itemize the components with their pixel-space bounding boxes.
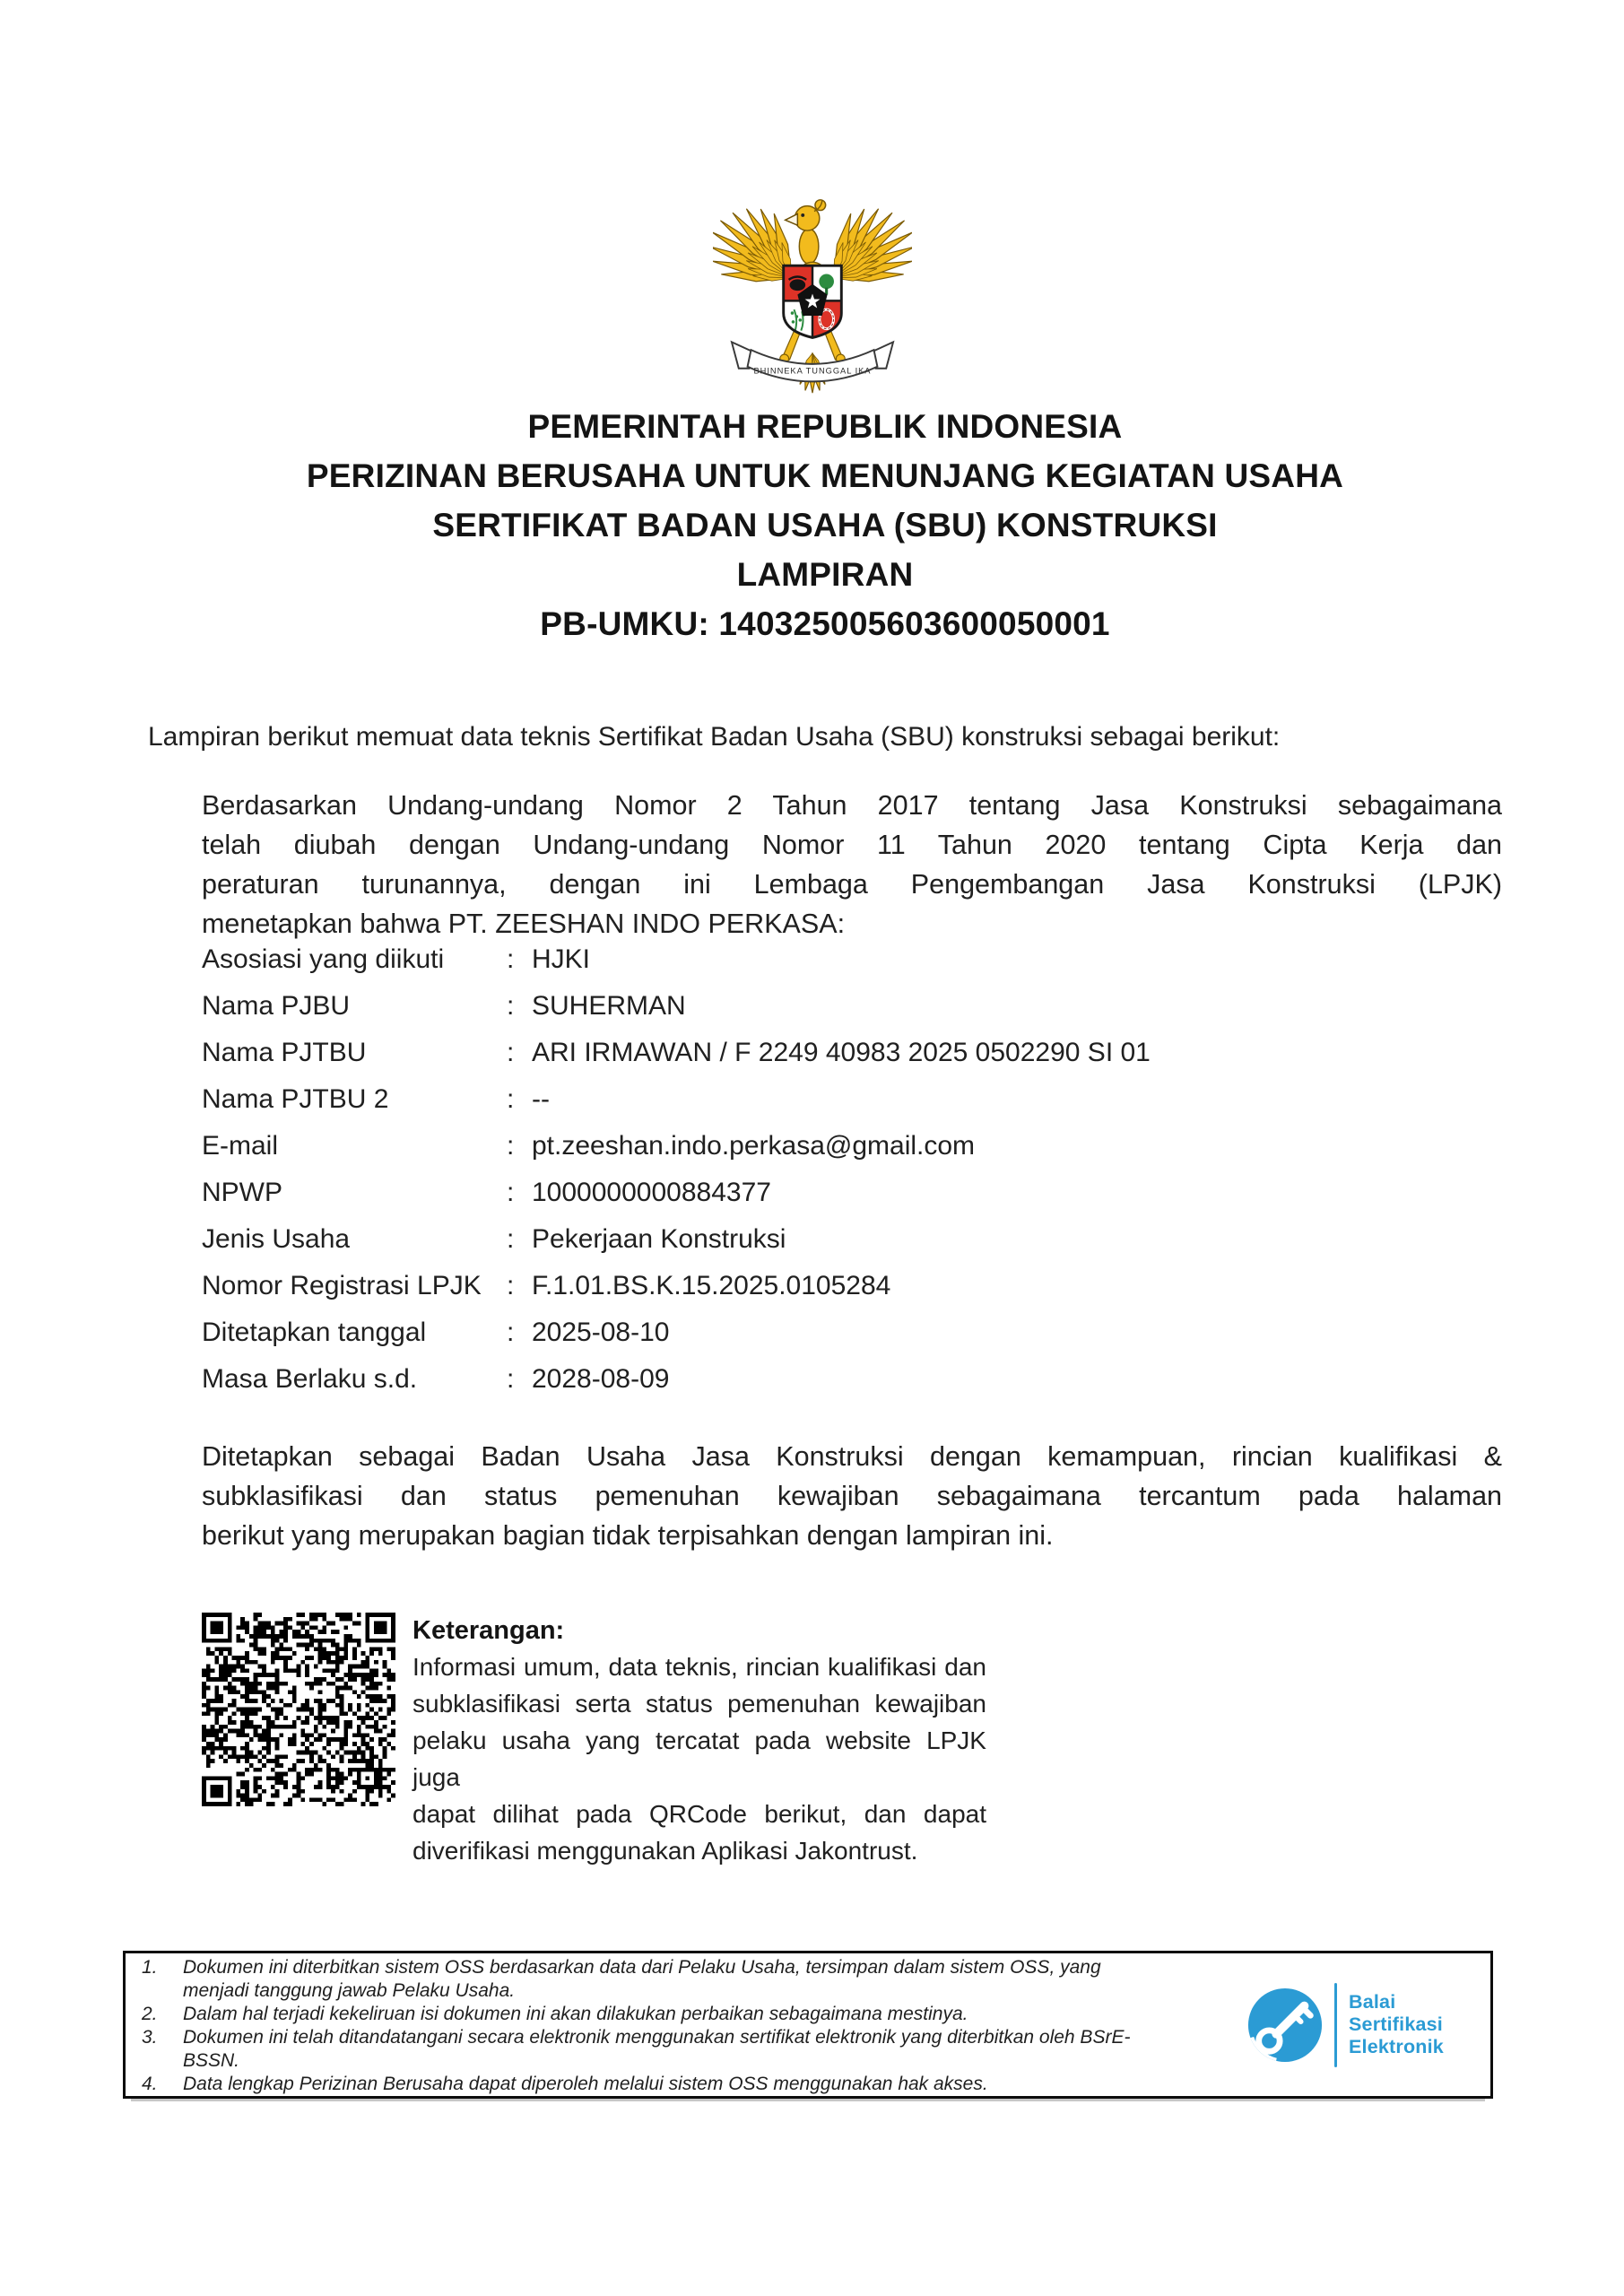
keterangan-block xyxy=(413,1613,986,1869)
table-row: Asosiasi yang diikuti : HJKI xyxy=(202,936,1502,983)
bsre-logo xyxy=(1246,1983,1490,2067)
qr-code xyxy=(202,1613,395,1806)
field-label: Asosiasi yang diikuti xyxy=(202,944,445,974)
garuda-emblem-graphic xyxy=(713,192,912,398)
table-row: Nomor Registrasi LPJK : F.1.01.BS.K.15.2025.0105284 xyxy=(202,1263,1502,1309)
field-label: Nomor Registrasi LPJK xyxy=(202,1271,482,1300)
title-line-government: PEMERINTAH REPUBLIK INDONESIA xyxy=(527,408,1123,445)
title-line-attachment: LAMPIRAN xyxy=(736,556,914,593)
paragraph-line: peraturan turunannya, dengan ini Lembaga Pengembangan Jasa Konstruksi (LPJK) xyxy=(202,869,1502,900)
intro-sentence: Lampiran berikut memuat data teknis Sertifikat Badan Usaha (SBU) konstruksi sebagai berikut: xyxy=(148,722,1281,752)
field-label: Nama PJTBU xyxy=(202,1038,367,1067)
keterangan-line: Informasi umum, data teknis, rincian kualifikasi dan xyxy=(413,1653,986,1681)
paragraph-line: Berdasarkan Undang-undang Nomor 2 Tahun 2017 tentang Jasa Konstruksi sebagaimana xyxy=(202,790,1502,821)
paragraph-line: berikut yang merupakan bagian tidak terpisahkan dengan lampiran ini. xyxy=(202,1520,1054,1551)
bsre-logo-text: Balai Sertifikasi Elektronik xyxy=(1349,1991,1444,2057)
list-item: 1. Dokumen ini diterbitkan sistem OSS berdasarkan data dari Pelaku Usaha, tersimpan dalam sistem OSS, yang menjadi tanggung jawab Pelaku Usaha. xyxy=(142,1956,1101,2001)
field-label: Ditetapkan tanggal xyxy=(202,1318,427,1347)
table-row: Nama PJTBU 2 : -- xyxy=(202,1076,1502,1123)
paragraph-line: menetapkan bahwa PT. ZEESHAN INDO PERKASA: xyxy=(202,909,846,939)
footer-notes-box xyxy=(123,1951,1493,2099)
paragraph-line: subklasifikasi dan status pemenuhan kewajiban sebagaimana tercantum pada halaman xyxy=(202,1481,1502,1511)
garuda-pancasila-emblem xyxy=(0,192,1624,403)
footer-notes-list xyxy=(126,1947,1246,2103)
motto-text: BHINNEKA TUNGGAL IKA xyxy=(753,366,871,376)
field-value: -- xyxy=(532,1084,550,1114)
keterangan-heading: Keterangan: xyxy=(413,1616,565,1645)
table-row: NPWP : 1000000000884377 xyxy=(202,1170,1502,1216)
field-label: Nama PJTBU 2 xyxy=(202,1084,389,1114)
title-line-certificate: SERTIFIKAT BADAN USAHA (SBU) KONSTRUKSI xyxy=(432,507,1218,544)
table-row: Nama PJBU : SUHERMAN xyxy=(202,983,1502,1030)
paragraph-line: telah diubah dengan Undang-undang Nomor 11 Tahun 2020 tentang Cipta Kerja dan xyxy=(202,830,1502,860)
garuda-beak xyxy=(785,213,797,225)
field-label: NPWP xyxy=(202,1178,282,1207)
field-value: ARI IRMAWAN / F 2249 40983 2025 0502290 SI 01 xyxy=(532,1038,1151,1067)
legal-basis-paragraph xyxy=(202,786,1502,944)
field-value: 2025-08-10 xyxy=(532,1318,670,1347)
field-value: HJKI xyxy=(532,944,591,974)
table-row: E-mail : pt.zeeshan.indo.perkasa@gmail.com xyxy=(202,1123,1502,1170)
title-line-licensing: PERIZINAN BERUSAHA UNTUK MENUNJANG KEGIATAN USAHA xyxy=(306,457,1344,494)
document-title xyxy=(135,402,1515,648)
field-label: E-mail xyxy=(202,1131,279,1161)
field-value: Pekerjaan Konstruksi xyxy=(532,1224,786,1254)
field-label: Nama PJBU xyxy=(202,991,351,1021)
paragraph-line: Ditetapkan sebagai Badan Usaha Jasa Konstruksi dengan kemampuan, rincian kualifikasi & xyxy=(202,1441,1502,1472)
list-item: 4. Data lengkap Perizinan Berusaha dapat diperoleh melalui sistem OSS menggunakan hak akses. xyxy=(142,2073,988,2094)
table-row: Jenis Usaha : Pekerjaan Konstruksi xyxy=(202,1216,1502,1263)
list-item: 3. Dokumen ini telah ditandatangani secara elektronik menggunakan sertifikat elektronik yang diterbitkan oleh BSrE-BSSN. xyxy=(142,2026,1131,2071)
table-row: Ditetapkan tanggal : 2025-08-10 xyxy=(202,1309,1502,1356)
field-label: Jenis Usaha xyxy=(202,1224,351,1254)
keterangan-line: pelaku usaha yang tercatat pada website LPJK juga xyxy=(413,1726,986,1791)
qr-keterangan-section xyxy=(202,1613,1502,1869)
field-value: 2028-08-09 xyxy=(532,1364,670,1394)
table-row: Nama PJTBU : ARI IRMAWAN / F 2249 40983 2025 0502290 SI 01 xyxy=(202,1030,1502,1076)
keterangan-line: diverifikasi menggunakan Aplikasi Jakontrust. xyxy=(413,1837,918,1865)
field-value: pt.zeeshan.indo.perkasa@gmail.com xyxy=(532,1131,976,1161)
keterangan-line: subklasifikasi serta status pemenuhan kewajiban xyxy=(413,1690,986,1718)
key-icon xyxy=(1246,1987,1324,2064)
logo-separator xyxy=(1334,1983,1337,2067)
title-line-pb-umku: PB-UMKU: 140325005603600050001 xyxy=(540,605,1110,642)
field-value: SUHERMAN xyxy=(532,991,686,1021)
list-item: 2. Dalam hal terjadi kekeliruan isi dokumen ini akan dilakukan perbaikan sebagaimana mestinya. xyxy=(142,2003,968,2024)
declaration-paragraph xyxy=(202,1437,1502,1555)
technical-data-table xyxy=(202,936,1502,1403)
keterangan-line: dapat dilihat pada QRCode berikut, dan dapat xyxy=(413,1800,986,1828)
table-row: Masa Berlaku s.d. : 2028-08-09 xyxy=(202,1356,1502,1403)
field-label: Masa Berlaku s.d. xyxy=(202,1364,418,1394)
field-value: 1000000000884377 xyxy=(532,1178,771,1207)
field-value: F.1.01.BS.K.15.2025.0105284 xyxy=(532,1271,891,1300)
pancasila-shield xyxy=(783,265,841,339)
